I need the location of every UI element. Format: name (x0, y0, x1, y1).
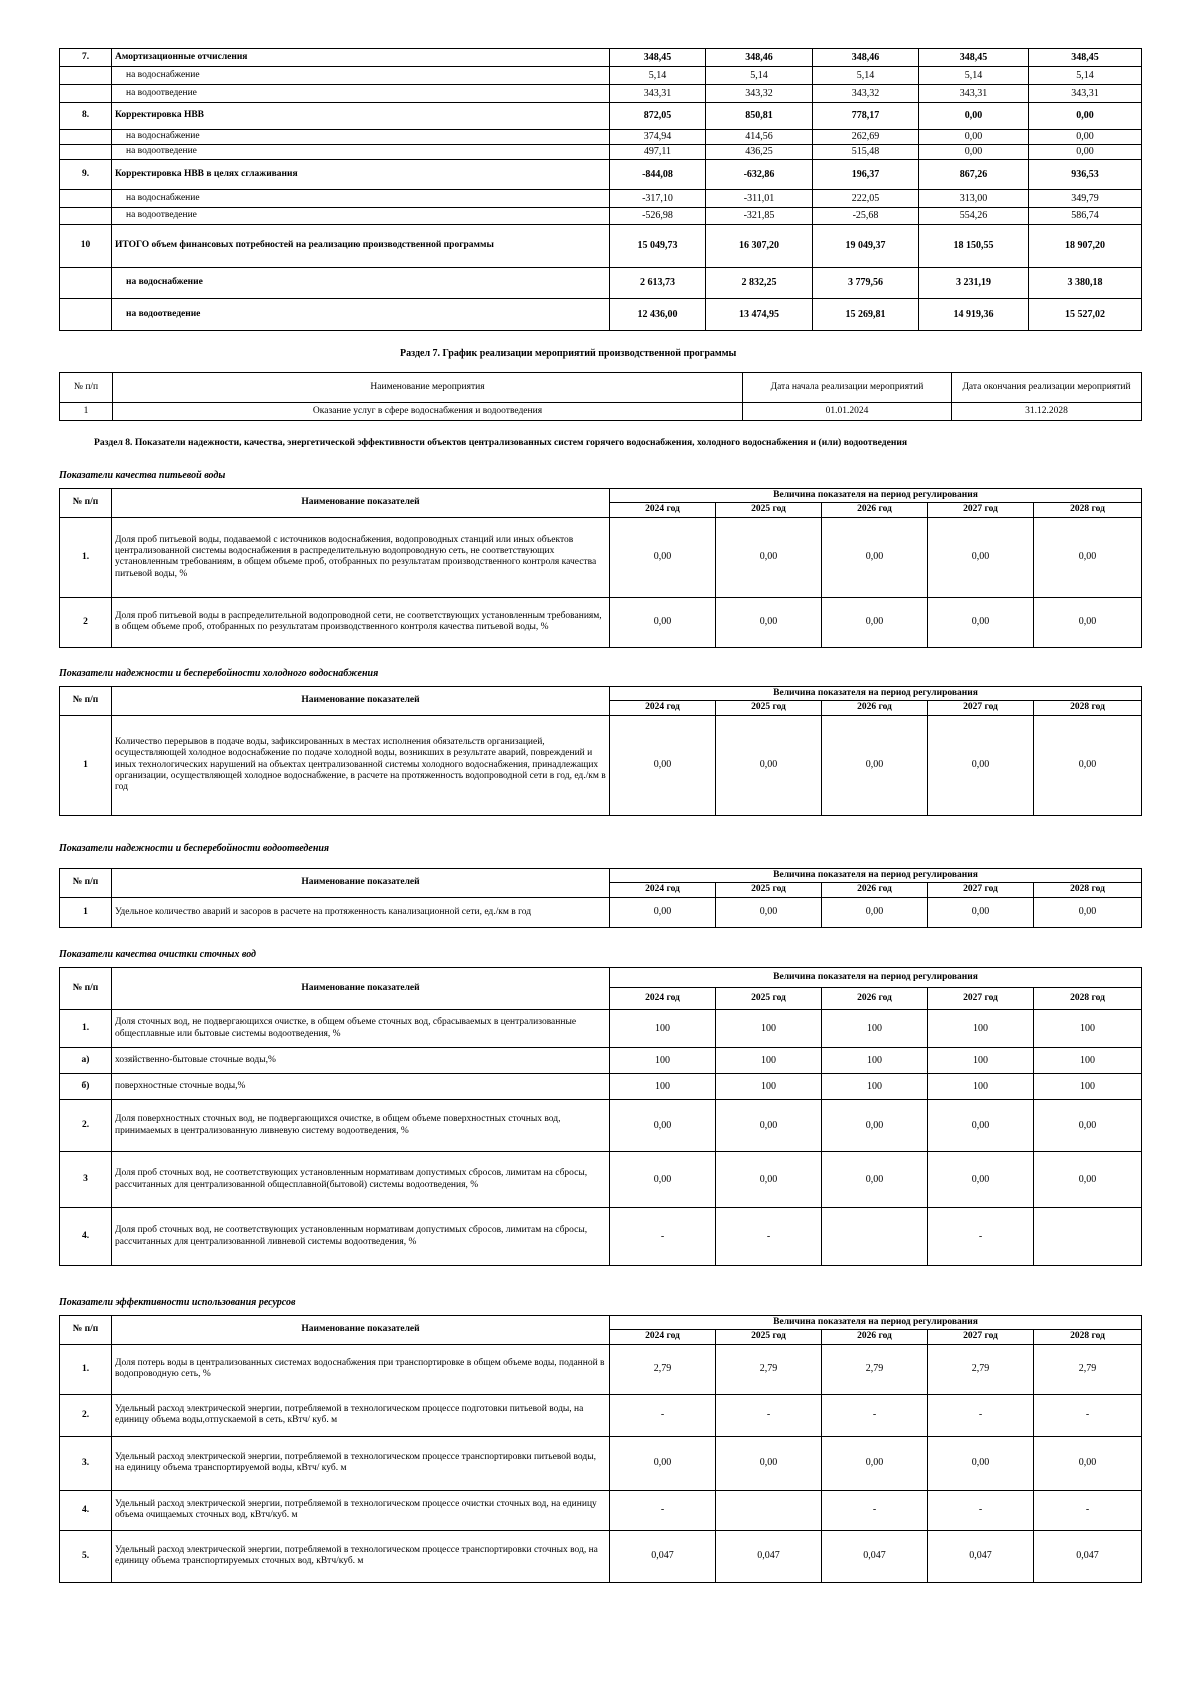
indicator-name: Доля поверхностных сточных вод, не подвергающихся очистке, в общем объеме поверхностных сточных вод, принимаемых в централизованную ливневую систему водоотведения, % (112, 1100, 610, 1152)
value-cell: 497,11 (610, 145, 706, 160)
financial-row (60, 190, 1142, 208)
row-label: Корректировка НВВ в целях сглаживания (112, 160, 610, 190)
section-8-title: Раздел 8. Показатели надежности, качества, энергетической эффективности объектов централизованных систем горячего водоснабжения, холодного водоснабжения и (или) водоотведения (94, 437, 908, 448)
value-cell (1034, 1208, 1142, 1266)
value-cell: - (822, 1394, 928, 1436)
value-cell: 0,00 (822, 597, 928, 647)
header-year: 2025 год (716, 988, 822, 1010)
value-cell: 16 307,20 (706, 225, 813, 268)
quality-title: Показатели качества питьевой воды (59, 470, 226, 481)
value-cell: 0,00 (928, 1436, 1034, 1490)
header-year: 2028 год (1034, 701, 1142, 715)
value-cell: 0,00 (1034, 1152, 1142, 1208)
value-cell: 3 779,56 (813, 268, 919, 299)
row-number: 3 (60, 1152, 112, 1208)
value-cell: 0,00 (610, 1100, 716, 1152)
header-year: 2026 год (822, 503, 928, 517)
financial-row (60, 130, 1142, 145)
indicator-name: Удельный расход электрической энергии, потребляемой в технологическом процессе транспортировки сточных вод, на единицу объема транспортируемых сточных вод, кВтч/куб. м (112, 1530, 610, 1582)
row-number (60, 130, 112, 145)
row-number: 1. (60, 1344, 112, 1394)
row-number: 4. (60, 1208, 112, 1266)
header-year: 2024 год (610, 988, 716, 1010)
value-cell: 5,14 (610, 67, 706, 85)
indicator-row (60, 1530, 1142, 1582)
financial-table (59, 48, 1142, 331)
value-cell: 0,047 (610, 1530, 716, 1582)
value-cell: 18 907,20 (1029, 225, 1142, 268)
header-year: 2025 год (716, 503, 822, 517)
value-cell: 100 (716, 1048, 822, 1074)
reliability-water-title: Показатели надежности и бесперебойности холодного водоснабжения (59, 668, 379, 679)
row-number: 9. (60, 160, 112, 190)
header-n: № п/п (60, 1316, 112, 1345)
value-cell: - (928, 1394, 1034, 1436)
header-year: 2027 год (928, 701, 1034, 715)
value-cell: 0,00 (1029, 145, 1142, 160)
header-year: 2028 год (1034, 988, 1142, 1010)
header-indicator-name: Наименование показателей (112, 869, 610, 898)
value-cell: 0,00 (610, 597, 716, 647)
value-cell: 343,31 (919, 85, 1029, 103)
header-year: 2027 год (928, 988, 1034, 1010)
row-number (60, 145, 112, 160)
wastewater-title: Показатели качества очистки сточных вод (59, 949, 257, 960)
value-cell: - (716, 1208, 822, 1266)
row-number: 10 (60, 225, 112, 268)
financial-row (60, 225, 1142, 268)
value-cell: 348,46 (706, 49, 813, 67)
financial-row (60, 208, 1142, 225)
value-cell: 0,00 (610, 1436, 716, 1490)
indicator-name: Количество перерывов в подаче воды, зафиксированных в местах исполнения обязательств организацией, осуществляющей холодное водоснабжение по подаче холодной воды, возникших в результате аварий, повреждений и иных технологических нарушений на объектах централизованной системы холодного водоснабжения, принадлежащих организации, осуществляющей холодное водоснабжение, в расчете на протяженность водопроводной сети в год, ед./км в год (112, 715, 610, 815)
row-number: 1 (60, 897, 112, 927)
value-cell: 0,00 (610, 1152, 716, 1208)
value-cell: 0,00 (928, 517, 1034, 597)
header-period: Величина показателя на период регулирования (610, 869, 1142, 883)
value-cell: 349,79 (1029, 190, 1142, 208)
schedule-row-end: 31.12.2028 (952, 403, 1142, 421)
row-number: 1 (60, 715, 112, 815)
financial-row (60, 103, 1142, 130)
value-cell: 14 919,36 (919, 299, 1029, 331)
value-cell: 5,14 (919, 67, 1029, 85)
value-cell: 0,00 (610, 517, 716, 597)
row-label: на водоотведение (112, 208, 610, 225)
value-cell: 0,00 (928, 897, 1034, 927)
financial-row (60, 160, 1142, 190)
value-cell: 0,00 (822, 1152, 928, 1208)
row-number (60, 208, 112, 225)
value-cell: 100 (822, 1048, 928, 1074)
row-number: 2. (60, 1394, 112, 1436)
value-cell: - (610, 1208, 716, 1266)
row-number (60, 268, 112, 299)
value-cell: 2 613,73 (610, 268, 706, 299)
header-indicator-name: Наименование показателей (112, 968, 610, 1010)
header-n: № п/п (60, 968, 112, 1010)
value-cell: 19 049,37 (813, 225, 919, 268)
value-cell (716, 1490, 822, 1530)
indicator-name: хозяйственно-бытовые сточные воды,% (112, 1048, 610, 1074)
row-number (60, 67, 112, 85)
value-cell: 262,69 (813, 130, 919, 145)
indicator-row (60, 1074, 1142, 1100)
header-indicator-name: Наименование показателей (112, 489, 610, 518)
value-cell: 343,31 (1029, 85, 1142, 103)
value-cell: 0,00 (1034, 897, 1142, 927)
header-year: 2027 год (928, 503, 1034, 517)
value-cell: 196,37 (813, 160, 919, 190)
value-cell: 0,00 (928, 597, 1034, 647)
header-n: № п/п (60, 489, 112, 518)
indicator-row (60, 1048, 1142, 1074)
header-event-name: Наименование мероприятия (113, 373, 743, 403)
value-cell: 2,79 (1034, 1344, 1142, 1394)
reliability-sewer-title: Показатели надежности и бесперебойности водоотведения (59, 843, 330, 854)
value-cell: 0,00 (822, 1436, 928, 1490)
value-cell: 0,00 (716, 1100, 822, 1152)
value-cell: - (610, 1490, 716, 1530)
row-label: на водоотведение (112, 85, 610, 103)
header-period: Величина показателя на период регулирования (610, 968, 1142, 988)
value-cell: 778,17 (813, 103, 919, 130)
value-cell: 348,46 (813, 49, 919, 67)
value-cell: 13 474,95 (706, 299, 813, 331)
value-cell: -632,86 (706, 160, 813, 190)
value-cell: 0,00 (822, 1100, 928, 1152)
value-cell: - (1034, 1490, 1142, 1530)
financial-row (60, 49, 1142, 67)
header-year: 2026 год (822, 988, 928, 1010)
quality-table (59, 488, 1142, 648)
row-label: на водоснабжение (112, 268, 610, 299)
financial-row (60, 268, 1142, 299)
header-year: 2025 год (716, 883, 822, 897)
value-cell: 100 (610, 1074, 716, 1100)
row-number: 3. (60, 1436, 112, 1490)
row-number: 8. (60, 103, 112, 130)
financial-row (60, 299, 1142, 331)
row-label: ИТОГО объем финансовых потребностей на реализацию производственной программы (112, 225, 610, 268)
schedule-row-start: 01.01.2024 (743, 403, 952, 421)
value-cell: 586,74 (1029, 208, 1142, 225)
value-cell: -321,85 (706, 208, 813, 225)
row-number: 1. (60, 517, 112, 597)
efficiency-table (59, 1315, 1142, 1583)
value-cell: 554,26 (919, 208, 1029, 225)
value-cell: 313,00 (919, 190, 1029, 208)
indicator-name: Удельное количество аварий и засоров в расчете на протяженность канализационной сети, ед./км в год (112, 897, 610, 927)
value-cell: 0,00 (610, 897, 716, 927)
row-label: на водоотведение (112, 299, 610, 331)
row-number: 2 (60, 597, 112, 647)
header-year: 2025 год (716, 1330, 822, 1344)
value-cell: 5,14 (706, 67, 813, 85)
value-cell: -317,10 (610, 190, 706, 208)
value-cell: 0,00 (716, 1152, 822, 1208)
value-cell: 100 (928, 1048, 1034, 1074)
value-cell: 0,047 (716, 1530, 822, 1582)
header-indicator-name: Наименование показателей (112, 687, 610, 716)
value-cell: - (1034, 1394, 1142, 1436)
value-cell: 100 (1034, 1048, 1142, 1074)
value-cell: 0,047 (1034, 1530, 1142, 1582)
value-cell: 0,00 (1034, 517, 1142, 597)
header-year: 2027 год (928, 883, 1034, 897)
indicator-name: Доля проб сточных вод, не соответствующих установленным нормативам допустимых сбросов, лимитам на сбросы, рассчитанных для централизованной ливневой системы водоотведения, % (112, 1208, 610, 1266)
indicator-name: Доля сточных вод, не подвергающихся очистке, в общем объеме сточных вод, сбрасываемых в централизованные общесплавные или бытовые системы водоотведения, % (112, 1010, 610, 1048)
value-cell: 100 (822, 1010, 928, 1048)
indicator-row (60, 1490, 1142, 1530)
value-cell: 343,32 (706, 85, 813, 103)
value-cell: 0,00 (1034, 715, 1142, 815)
value-cell: 100 (822, 1074, 928, 1100)
indicator-row (60, 1394, 1142, 1436)
financial-row (60, 67, 1142, 85)
value-cell: 100 (1034, 1010, 1142, 1048)
value-cell: 100 (716, 1010, 822, 1048)
efficiency-title: Показатели эффективности использования ресурсов (59, 1297, 296, 1308)
indicator-name: Доля проб сточных вод, не соответствующих установленным нормативам допустимых сбросов, лимитам на сбросы, рассчитанных для централизованной общесплавной(бытовой) системы водоотведения, % (112, 1152, 610, 1208)
indicator-name: Удельный расход электрической энергии, потребляемой в технологическом процессе транспортировки питьевой воды, на единицу объема транспортируемой воды, кВтч/ куб. м (112, 1436, 610, 1490)
row-number: а) (60, 1048, 112, 1074)
header-period: Величина показателя на период регулирования (610, 489, 1142, 503)
row-number: б) (60, 1074, 112, 1100)
header-year: 2024 год (610, 503, 716, 517)
value-cell: 0,00 (928, 1100, 1034, 1152)
indicator-row (60, 1010, 1142, 1048)
value-cell: 515,48 (813, 145, 919, 160)
value-cell: 374,94 (610, 130, 706, 145)
schedule-table (59, 372, 1142, 421)
indicator-row (60, 1208, 1142, 1266)
header-year: 2024 год (610, 883, 716, 897)
value-cell: -25,68 (813, 208, 919, 225)
value-cell: 0,047 (928, 1530, 1034, 1582)
value-cell: 3 231,19 (919, 268, 1029, 299)
header-indicator-name: Наименование показателей (112, 1316, 610, 1345)
indicator-row (60, 597, 1142, 647)
value-cell: 0,00 (919, 103, 1029, 130)
value-cell: 2,79 (610, 1344, 716, 1394)
header-start-date: Дата начала реализации мероприятий (743, 373, 952, 403)
value-cell: -311,01 (706, 190, 813, 208)
value-cell: 0,00 (928, 715, 1034, 815)
financial-row (60, 85, 1142, 103)
value-cell: 15 049,73 (610, 225, 706, 268)
header-year: 2026 год (822, 883, 928, 897)
value-cell: 100 (610, 1010, 716, 1048)
row-number: 5. (60, 1530, 112, 1582)
value-cell: 5,14 (813, 67, 919, 85)
value-cell: 936,53 (1029, 160, 1142, 190)
value-cell: 348,45 (610, 49, 706, 67)
reliability-water-table (59, 686, 1142, 816)
wastewater-table (59, 967, 1142, 1266)
header-year: 2026 год (822, 701, 928, 715)
value-cell: 0,047 (822, 1530, 928, 1582)
value-cell: 2,79 (928, 1344, 1034, 1394)
row-number: 4. (60, 1490, 112, 1530)
row-number: 1. (60, 1010, 112, 1048)
section-7-title: Раздел 7. График реализации мероприятий производственной программы (400, 348, 737, 359)
indicator-name: Доля проб питьевой воды, подаваемой с источников водоснабжения, водопроводных станций или иных объектов централизованной системы водоснабжения в распределительную водопроводную сеть, не соответствующих установленным требованиям, в общем объеме проб, отобранных по результатам производственного контроля качества питьевой воды, % (112, 517, 610, 597)
indicator-name: Доля потерь воды в централизованных системах водоснабжения при транспортировке в общем объеме воды, поданной в водопроводную сеть, % (112, 1344, 610, 1394)
value-cell: 2 832,25 (706, 268, 813, 299)
value-cell: 12 436,00 (610, 299, 706, 331)
value-cell: 100 (610, 1048, 716, 1074)
indicator-row (60, 517, 1142, 597)
reliability-sewer-table (59, 868, 1142, 928)
header-year: 2028 год (1034, 503, 1142, 517)
value-cell: 850,81 (706, 103, 813, 130)
row-number: 2. (60, 1100, 112, 1152)
value-cell: 0,00 (919, 130, 1029, 145)
indicator-row (60, 1436, 1142, 1490)
value-cell: 0,00 (1029, 130, 1142, 145)
indicator-name: Удельный расход электрической энергии, потребляемой в технологическом процессе подготовки питьевой воды, на единицу объема воды,отпускаемой в сеть, кВтч/ куб. м (112, 1394, 610, 1436)
header-n: № п/п (60, 869, 112, 898)
header-year: 2025 год (716, 701, 822, 715)
value-cell: 3 380,18 (1029, 268, 1142, 299)
header-period: Величина показателя на период регулирования (610, 687, 1142, 701)
header-year: 2024 год (610, 1330, 716, 1344)
value-cell: 0,00 (610, 715, 716, 815)
value-cell: 436,25 (706, 145, 813, 160)
value-cell: -844,08 (610, 160, 706, 190)
indicator-row (60, 1344, 1142, 1394)
value-cell: 0,00 (716, 715, 822, 815)
value-cell: 5,14 (1029, 67, 1142, 85)
header-year: 2028 год (1034, 1330, 1142, 1344)
value-cell: 0,00 (716, 517, 822, 597)
value-cell: 867,26 (919, 160, 1029, 190)
header-year: 2024 год (610, 701, 716, 715)
value-cell: 15 527,02 (1029, 299, 1142, 331)
row-number: 7. (60, 49, 112, 67)
value-cell: 343,32 (813, 85, 919, 103)
value-cell: 0,00 (822, 715, 928, 815)
indicator-name: Удельный расход электрической энергии, потребляемой в технологическом процессе очистки сточных вод, на единицу объема очищаемых сточных вод, кВтч/куб. м (112, 1490, 610, 1530)
value-cell: - (928, 1208, 1034, 1266)
value-cell: 100 (928, 1074, 1034, 1100)
header-n: № п/п (60, 373, 113, 403)
value-cell: 2,79 (822, 1344, 928, 1394)
value-cell: - (822, 1490, 928, 1530)
value-cell: 0,00 (716, 897, 822, 927)
indicator-row (60, 715, 1142, 815)
value-cell: 872,05 (610, 103, 706, 130)
row-label: на водоснабжение (112, 67, 610, 85)
financial-row (60, 145, 1142, 160)
value-cell: 414,56 (706, 130, 813, 145)
value-cell: 222,05 (813, 190, 919, 208)
value-cell: 0,00 (822, 897, 928, 927)
value-cell (822, 1208, 928, 1266)
value-cell: 0,00 (928, 1152, 1034, 1208)
value-cell: 0,00 (822, 517, 928, 597)
value-cell: 100 (716, 1074, 822, 1100)
row-label: на водоотведение (112, 145, 610, 160)
value-cell: 0,00 (716, 1436, 822, 1490)
header-period: Величина показателя на период регулирования (610, 1316, 1142, 1330)
value-cell: 0,00 (1034, 597, 1142, 647)
value-cell: 0,00 (919, 145, 1029, 160)
row-number (60, 299, 112, 331)
schedule-row-n: 1 (60, 403, 113, 421)
header-end-date: Дата окончания реализации мероприятий (952, 373, 1142, 403)
indicator-name: поверхностные сточные воды,% (112, 1074, 610, 1100)
value-cell: 0,00 (1034, 1436, 1142, 1490)
row-number (60, 190, 112, 208)
indicator-row (60, 1100, 1142, 1152)
value-cell: 343,31 (610, 85, 706, 103)
header-year: 2028 год (1034, 883, 1142, 897)
value-cell: -526,98 (610, 208, 706, 225)
value-cell: 18 150,55 (919, 225, 1029, 268)
schedule-row-name: Оказание услуг в сфере водоснабжения и водоотведения (113, 403, 743, 421)
row-label: Амортизационные отчисления (112, 49, 610, 67)
value-cell: 0,00 (1034, 1100, 1142, 1152)
value-cell: - (928, 1490, 1034, 1530)
value-cell: 2,79 (716, 1344, 822, 1394)
header-year: 2026 год (822, 1330, 928, 1344)
indicator-name: Доля проб питьевой воды в распределительной водопроводной сети, не соответствующих установленным требованиям, в общем объеме проб, отобранных по результатам производственного контроля качества питьевой воды, % (112, 597, 610, 647)
value-cell: - (610, 1394, 716, 1436)
value-cell: 348,45 (919, 49, 1029, 67)
indicator-row (60, 1152, 1142, 1208)
row-number (60, 85, 112, 103)
row-label: на водоснабжение (112, 130, 610, 145)
value-cell: 0,00 (716, 597, 822, 647)
header-year: 2027 год (928, 1330, 1034, 1344)
value-cell: 15 269,81 (813, 299, 919, 331)
value-cell: - (716, 1394, 822, 1436)
row-label: на водоснабжение (112, 190, 610, 208)
value-cell: 100 (928, 1010, 1034, 1048)
value-cell: 0,00 (1029, 103, 1142, 130)
indicator-row (60, 897, 1142, 927)
value-cell: 100 (1034, 1074, 1142, 1100)
value-cell: 348,45 (1029, 49, 1142, 67)
header-n: № п/п (60, 687, 112, 716)
row-label: Корректировка НВВ (112, 103, 610, 130)
